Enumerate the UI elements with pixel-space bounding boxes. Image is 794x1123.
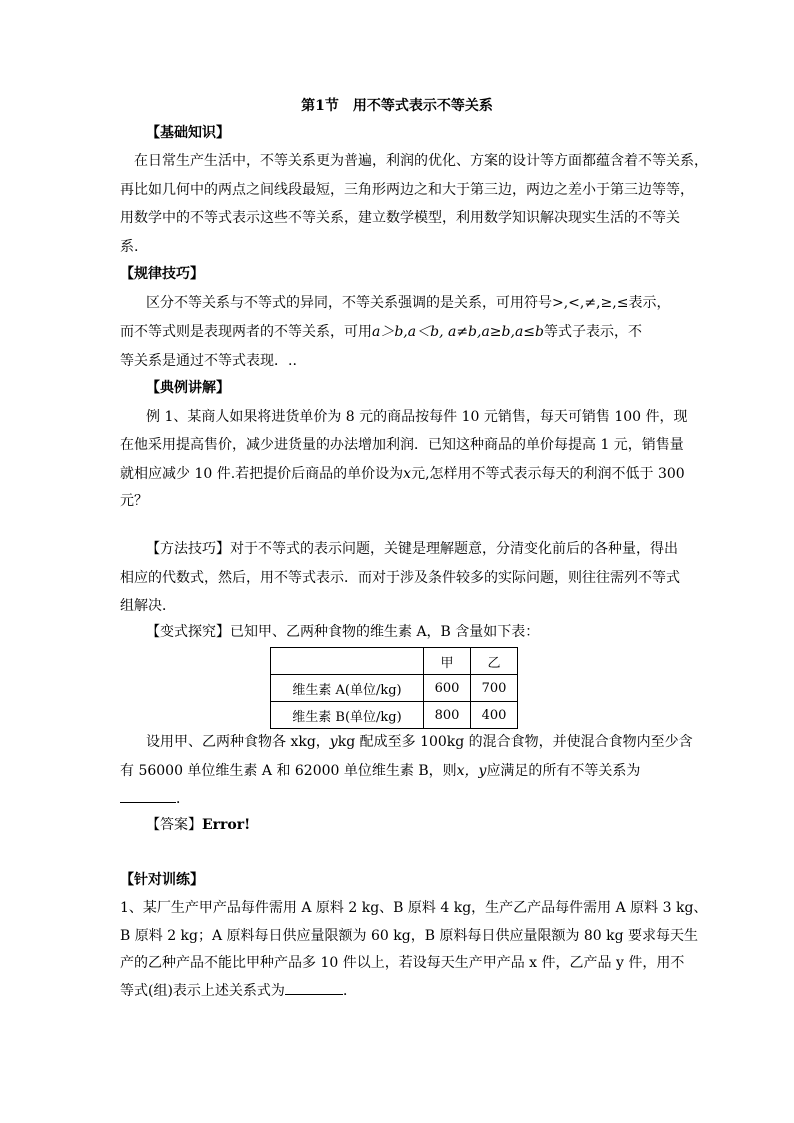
example-var-x: x — [403, 466, 412, 482]
training-last-pre: 等式(组)表示上述关系式为 — [120, 983, 285, 999]
rules-line-2 — [120, 322, 642, 342]
rules-line-3: 等关系是通过不等式表现．.. — [120, 353, 297, 369]
basic-line-4: 系. — [120, 239, 139, 255]
basic-line-1: 在日常生产生活中，不等关系更为普遍，利润的优化、方案的设计等方面都蕴含着不等关系， — [134, 153, 708, 169]
table-row — [271, 675, 518, 702]
table-cell: 700 — [471, 675, 518, 702]
basic-heading: 【基础知识】 — [146, 125, 230, 141]
training-line-4 — [120, 980, 357, 1001]
page-title: 第1节 用不等式表示不等关系 — [301, 98, 493, 114]
rules-heading: 【规律技巧】 — [120, 266, 204, 282]
basic-line-2: 再比如几何中的两点之间线段最短，三角形两边之和大于第三边，两边之差小于第三边等等， — [120, 182, 694, 198]
rules-line-2-pre: 而不等式则是表现两者的不等关系，可用 — [120, 324, 372, 340]
table-cell: 维生素 A(单位/kg) — [271, 675, 424, 702]
training-heading: 【针对训练】 — [120, 872, 204, 888]
method-line-3: 组解决． — [120, 598, 176, 614]
example-line-1: 例 1、某商人如果将进货单价为 8 元的商品按每件 10 元销售，每天可销售 100 件，现 — [146, 409, 688, 425]
training-line-1: 1、某厂生产甲产品每件需用 A 原料 2 kg、B 原料 4 kg，生产乙产品每件需用 A 原料 3 kg、 — [120, 900, 708, 916]
example-line-3-pre: 就相应减少 10 件.若把提价后商品的单价设为 — [120, 466, 404, 482]
example-heading: 【典例讲解】 — [146, 380, 230, 396]
rules-line-1: 区分不等关系与不等式的异同，不等关系强调的是关系，可用符号>,<,≠,≥,≤表示， — [146, 295, 671, 311]
table-cell: 乙 — [471, 648, 518, 675]
variant-q1-post: kg 配成至多 100kg 的混合食物，并使混合食物内至少含 — [337, 734, 693, 750]
answer-value: Error! — [202, 817, 251, 833]
table-cell: 800 — [424, 702, 471, 729]
table-header-row — [271, 648, 518, 675]
variant-q1-pre: 设用甲、乙两种食物各 xkg， — [146, 734, 330, 750]
variant-vars-xy: x，y — [456, 763, 487, 779]
variant-question-line-3 — [120, 788, 190, 809]
rules-line-2-math: a＞b,a＜b, a≠b,a≥b,a≤b — [372, 324, 544, 340]
example-line-3-post: 元,怎样用不等式表示每天的利润不低于 300 — [411, 466, 685, 482]
basic-line-3: 用数学中的不等式表示这些不等关系，建立数学模型，利用数学知识解决现实生活的不等关 — [120, 210, 680, 226]
variant-question-line-1 — [146, 732, 693, 752]
training-line-2: B 原料 2 kg；A 原料每日供应量限额为 60 kg，B 原料每日供应量限额为 80 kg 要求每天生 — [120, 928, 699, 944]
variant-q3: ． — [176, 791, 190, 807]
method-line-1: 【方法技巧】对于不等式的表示问题，关键是理解题意，分清变化前后的各种量，得出 — [146, 541, 678, 557]
example-line-4: 元？ — [120, 493, 148, 509]
table-cell: 400 — [471, 702, 518, 729]
variant-q2-pre: 有 56000 单位维生素 A 和 62000 单位维生素 B，则 — [120, 763, 457, 779]
rules-line-2-post: 等式子表示，不 — [544, 324, 642, 340]
example-line-2: 在他采用提高售价，减少进货量的办法增加利润．已知这种商品的单价每提高 1 元，销售量 — [120, 437, 684, 453]
method-line-2: 相应的代数式，然后，用不等式表示．而对于涉及条件较多的实际问题，则往往需列不等式 — [120, 570, 680, 586]
variant-question-line-2 — [120, 761, 640, 781]
variant-intro: 【变式探究】已知甲、乙两种食物的维生素 A，B 含量如下表： — [146, 624, 540, 640]
table-row — [271, 702, 518, 729]
answer-blank[interactable] — [120, 788, 176, 803]
table-cell: 甲 — [424, 648, 471, 675]
answer-label: 【答案】 — [146, 817, 202, 833]
variant-var-y: y — [329, 734, 338, 750]
variant-q2-post: 应满足的所有不等关系为 — [486, 763, 641, 779]
training-line-3: 产的乙种产品不能比甲种产品多 10 件以上，若设每天生产甲产品 x 件，乙产品 y 件，用不 — [120, 955, 685, 971]
example-line-3 — [120, 464, 685, 484]
training-answer-blank[interactable] — [285, 980, 343, 995]
variant-answer — [146, 815, 250, 835]
table-cell: 维生素 B(单位/kg) — [271, 702, 424, 729]
vitamin-table — [270, 647, 518, 729]
training-last-post: ． — [342, 983, 357, 999]
table-cell: 600 — [424, 675, 471, 702]
table-cell — [271, 648, 424, 675]
